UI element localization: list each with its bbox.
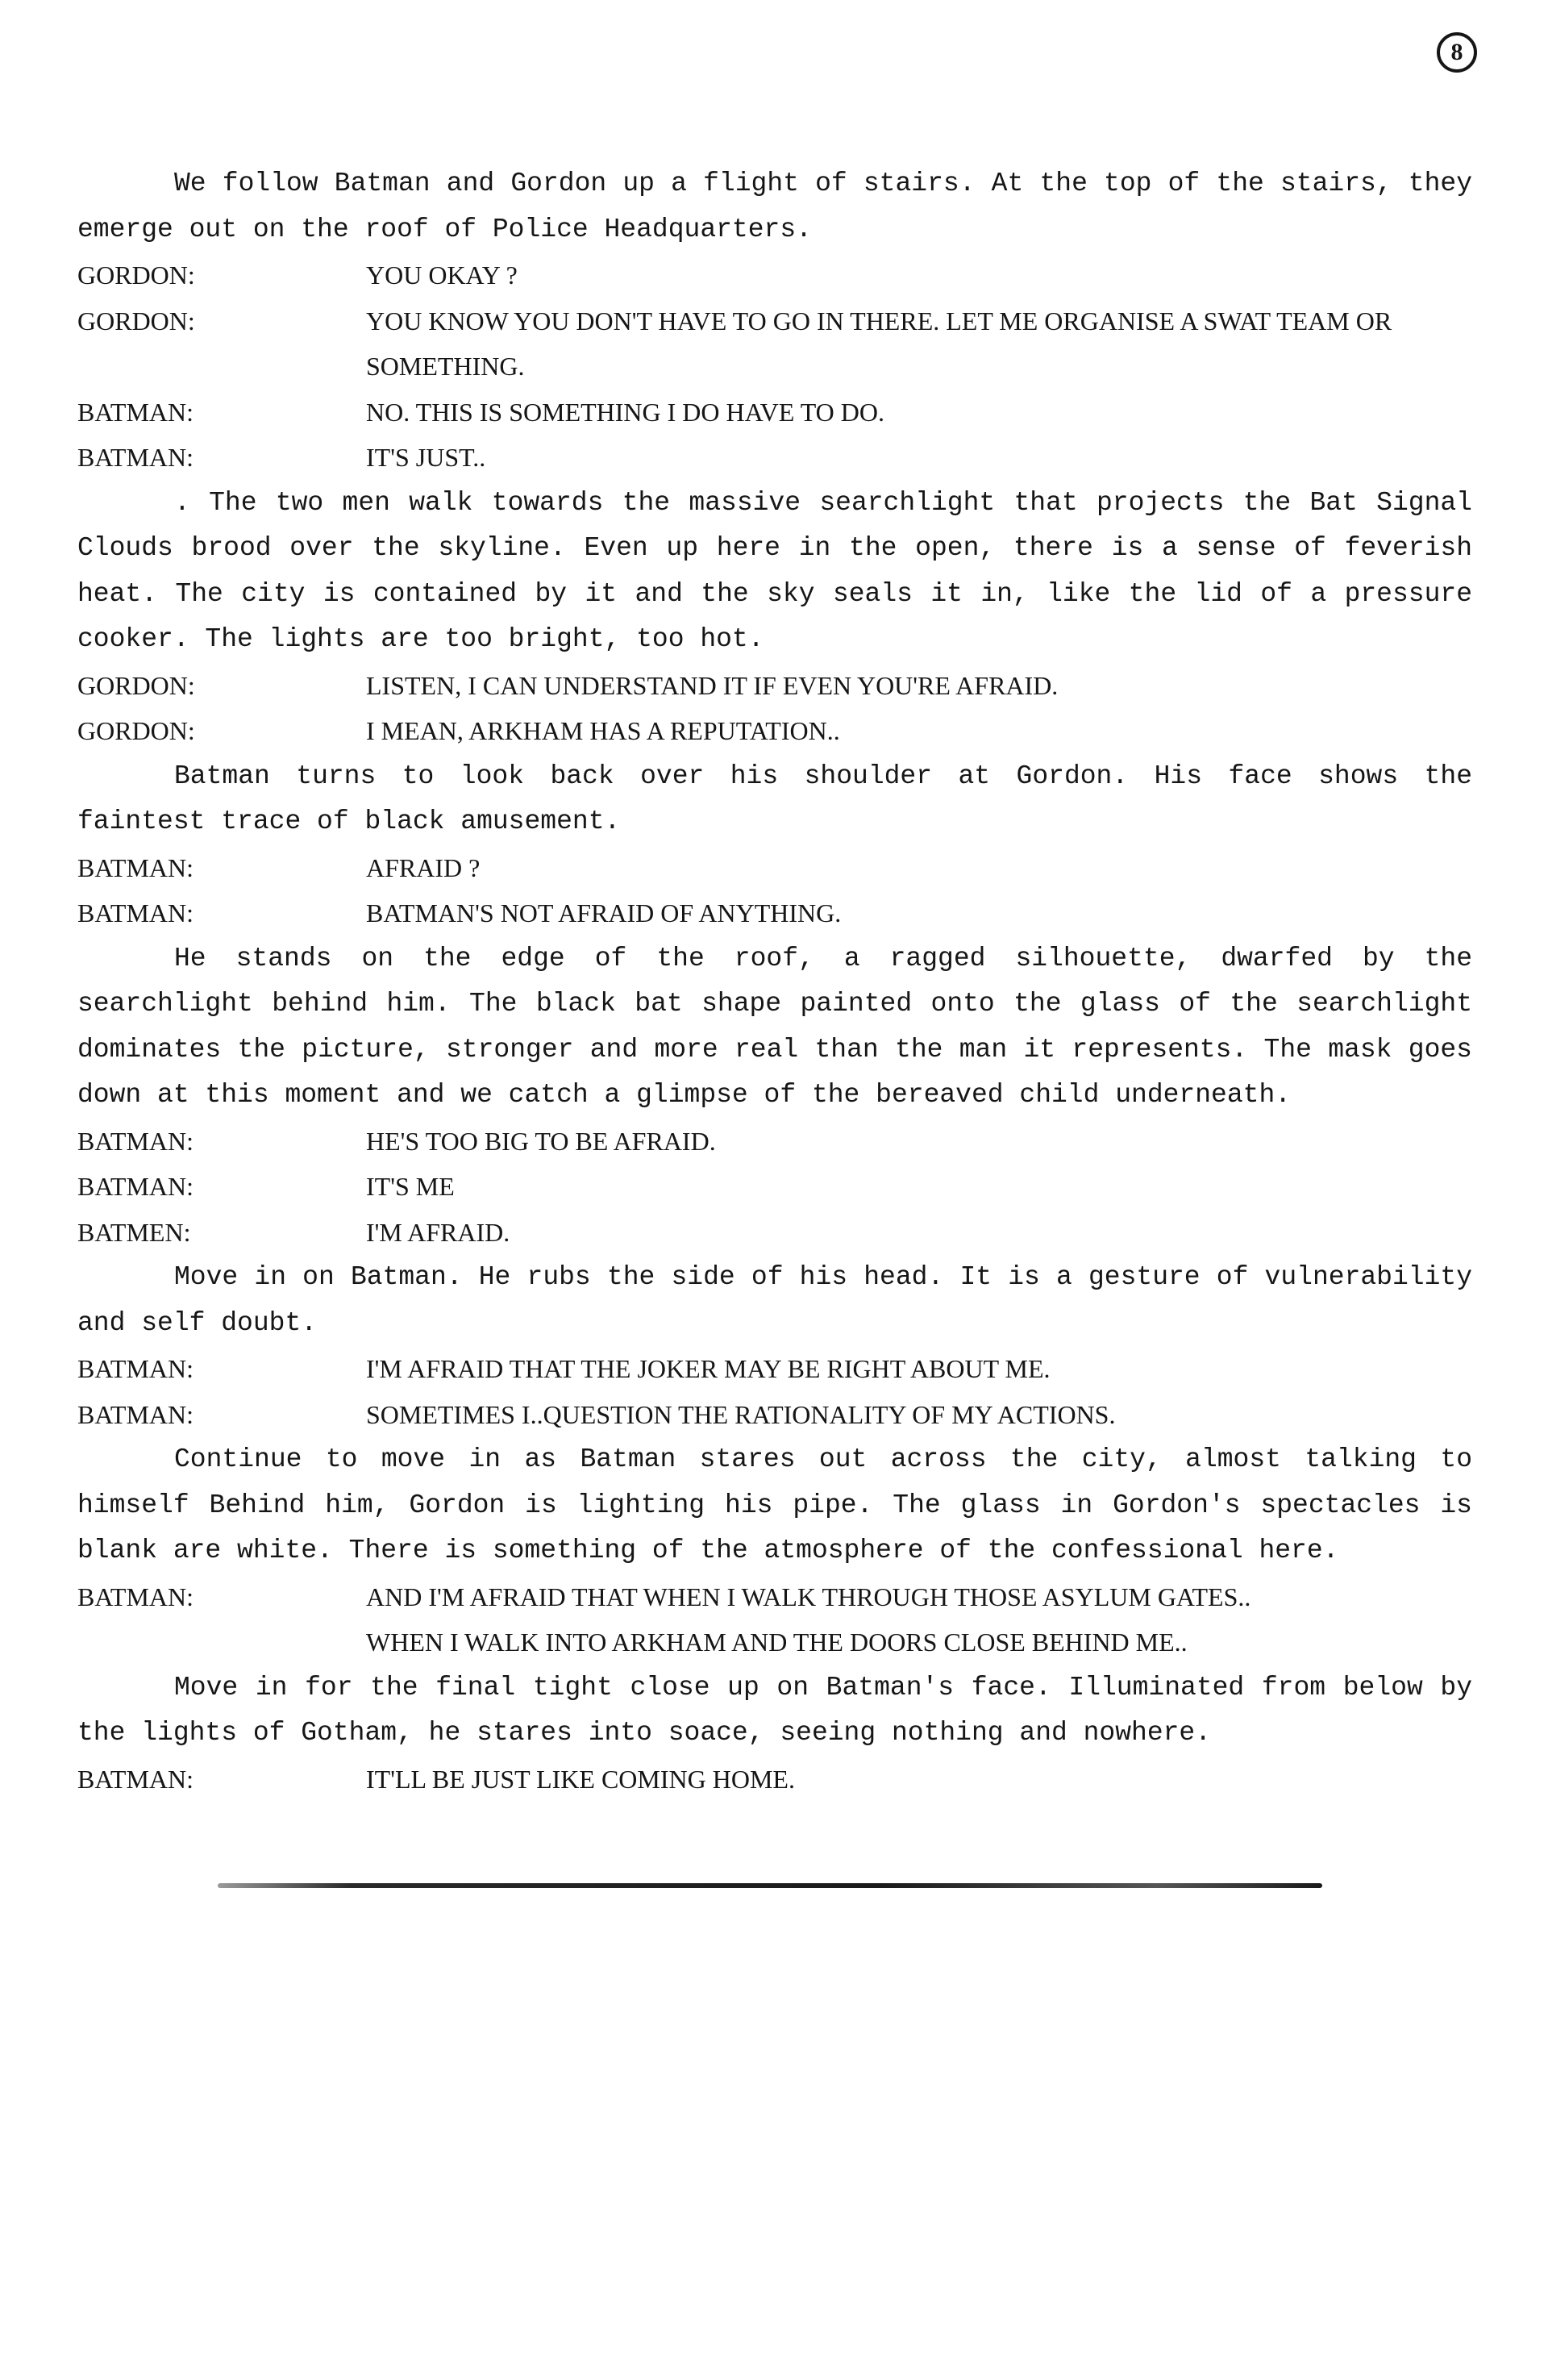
speaker-name: BATMAN:	[77, 898, 194, 927]
dialogue-text: NO. THIS IS SOMETHING I DO HAVE TO DO.	[366, 397, 884, 427]
dialogue-line	[77, 708, 1472, 754]
dialogue-text: YOU OKAY ?	[366, 261, 518, 290]
dialogue-line	[77, 435, 1472, 481]
dialogue-text: IT'LL BE JUST LIKE COMING HOME.	[366, 1764, 795, 1794]
dialogue-line	[77, 1392, 1472, 1438]
speaker-name: BATMAN:	[77, 1582, 194, 1611]
dialogue-line	[77, 890, 1472, 936]
dialogue-line	[77, 1757, 1472, 1803]
dialogue-line	[77, 1346, 1472, 1392]
page-number: 8	[1437, 32, 1477, 73]
dialogue-text: SOMETIMES I..QUESTION THE RATIONALITY OF MY ACTIONS.	[366, 1399, 1116, 1429]
dialogue-text: AND I'M AFRAID THAT WHEN I WALK THROUGH THOSE ASYLUM GATES..	[366, 1582, 1251, 1611]
dialogue-text: IT'S ME	[366, 1172, 455, 1201]
action-paragraph: He stands on the edge of the roof, a ragged silhouette, dwarfed by the searchlight behind him. The black bat shape painted onto the glass of the searchlight dominates the picture, stronger and more real than the man it represents. The mask goes down at this moment and we catch a glimpse of the bereaved child underneath.	[77, 943, 1472, 1110]
dialogue-text: I'M AFRAID THAT THE JOKER MAY BE RIGHT ABOUT ME.	[366, 1354, 1051, 1383]
dialogue-line	[77, 845, 1472, 891]
speaker-name: BATMAN:	[77, 1172, 194, 1201]
dialogue-text: IT'S JUST..	[366, 443, 486, 472]
dialogue-line	[77, 663, 1472, 709]
speaker-name: GORDON:	[77, 716, 195, 745]
dialogue-line	[77, 1619, 1472, 1665]
dialogue-text: I'M AFRAID.	[366, 1217, 510, 1247]
speaker-name: GORDON:	[77, 306, 195, 336]
action-paragraph: Batman turns to look back over his shoulder at Gordon. His face shows the faintest trace of black amusement.	[77, 761, 1472, 836]
speaker-name: BATMAN:	[77, 397, 194, 427]
dialogue-line	[77, 390, 1472, 436]
speaker-name: BATMAN:	[77, 443, 194, 472]
speaker-name: BATMAN:	[77, 1399, 194, 1429]
speaker-name: BATMAN:	[77, 1764, 194, 1794]
dialogue-line	[77, 1574, 1472, 1620]
action-paragraph: Move in on Batman. He rubs the side of his head. It is a gesture of vulnerability and self doubt.	[77, 1262, 1472, 1338]
dialogue-text: LISTEN, I CAN UNDERSTAND IT IF EVEN YOU'RE AFRAID.	[366, 670, 1059, 700]
speaker-name	[77, 1619, 366, 1665]
dialogue-text: I MEAN, ARKHAM HAS A REPUTATION..	[366, 716, 840, 745]
script-body	[77, 161, 1472, 1802]
action-paragraph: We follow Batman and Gordon up a flight of stairs. At the top of the stairs, they emerge out on the roof of Police Headquarters.	[77, 169, 1472, 244]
speaker-name: BATMAN:	[77, 1126, 194, 1156]
action-paragraph: Move in for the final tight close up on Batman's face. Illuminated from below by the lights of Gotham, he stares into soace, seeing nothing and nowhere.	[77, 1672, 1472, 1748]
speaker-name: BATMEN:	[77, 1217, 191, 1247]
end-rule	[218, 1883, 1322, 1888]
dialogue-text: AFRAID ?	[366, 852, 481, 882]
dialogue-line	[77, 252, 1472, 298]
speaker-name: BATMAN:	[77, 852, 194, 882]
action-paragraph: . The two men walk towards the massive searchlight that projects the Bat Signal Clouds brood over the skyline. Even up here in the open, there is a sense of feverish heat. The city is contained by it and the sky seals it in, like the lid of a pressure cooker. The lights are too bright, too hot.	[77, 487, 1472, 654]
speaker-name: GORDON:	[77, 670, 195, 700]
dialogue-text: BATMAN'S NOT AFRAID OF ANYTHING.	[366, 898, 842, 927]
dialogue-text: YOU KNOW YOU DON'T HAVE TO GO IN THERE. LET ME ORGANISE A SWAT TEAM OR SOMETHING.	[366, 306, 1392, 381]
action-paragraph: Continue to move in as Batman stares out across the city, almost talking to himself Behind him, Gordon is lighting his pipe. The glass in Gordon's spectacles is blank are white. There is something of the atmosphere of the confessional here.	[77, 1444, 1472, 1565]
dialogue-text: HE'S TOO BIG TO BE AFRAID.	[366, 1126, 716, 1156]
dialogue-line	[77, 1164, 1472, 1210]
dialogue-line	[77, 1210, 1472, 1256]
dialogue-line	[77, 1119, 1472, 1165]
speaker-name: GORDON:	[77, 261, 195, 290]
dialogue-line	[77, 298, 1472, 390]
speaker-name: BATMAN:	[77, 1354, 194, 1383]
dialogue-text: WHEN I WALK INTO ARKHAM AND THE DOORS CLOSE BEHIND ME..	[366, 1628, 1188, 1657]
